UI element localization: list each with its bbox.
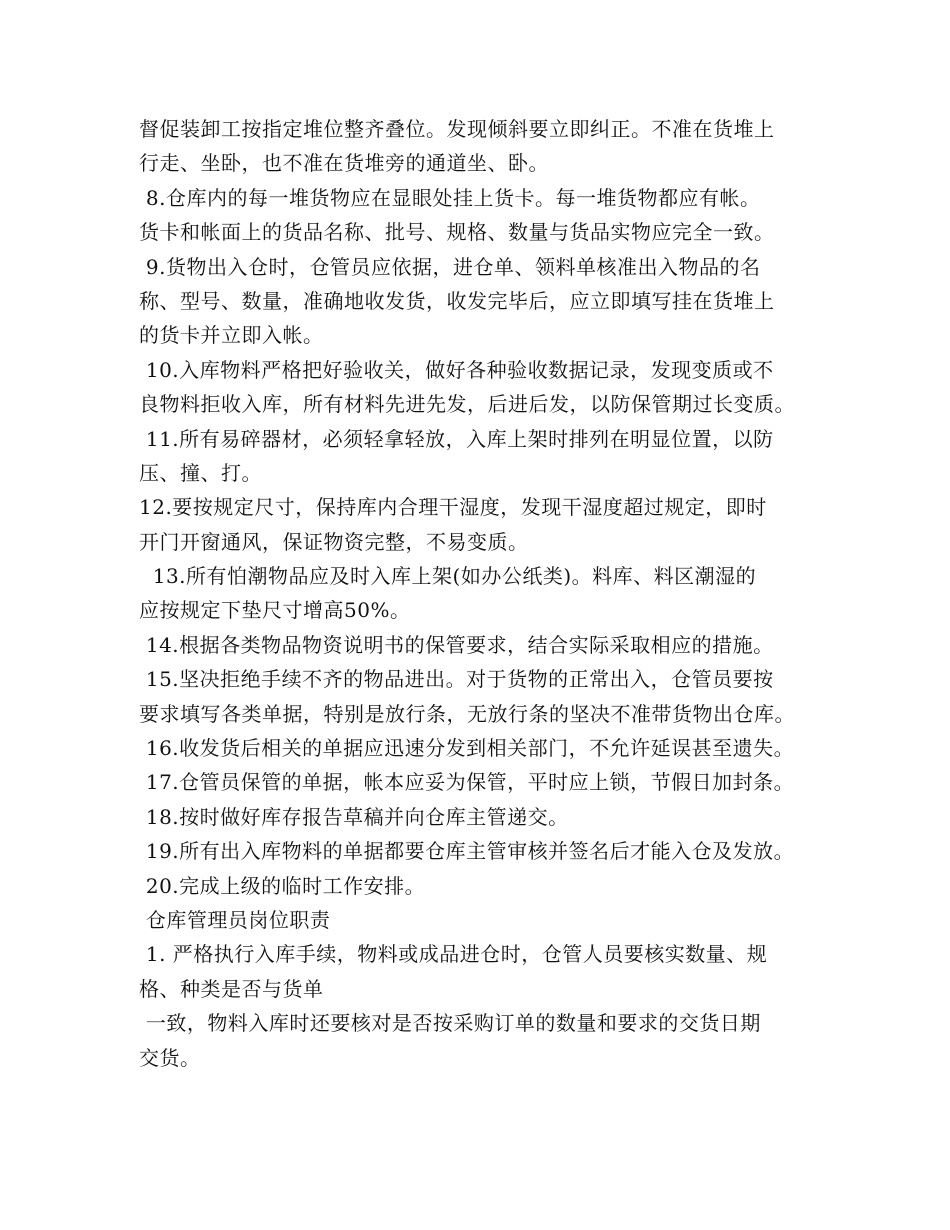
text-line: 12.要按规定尺寸，保持库内合理干湿度，发现干湿度超过规定，即时	[139, 495, 767, 520]
text-line: 货卡和帐面上的货品名称、批号、规格、数量与货品实物应完全一致。	[139, 220, 775, 245]
text-line: 17.仓管员保管的单据，帐本应妥为保管，平时应上锁，节假日加封条。	[139, 770, 795, 795]
text-line: 行走、坐卧，也不准在货堆旁的通道坐、卧。	[139, 151, 549, 176]
text-line: 1. 严格执行入库手续，物料或成品进仓时，仓管人员要核实数量、规	[139, 942, 768, 967]
text-line: 19.所有出入库物料的单据都要仓库主管审核并签名后才能入仓及发放。	[139, 839, 795, 864]
text-line: 一致，物料入库时还要核对是否按采购订单的数量和要求的交货日期	[139, 1011, 761, 1036]
text-line: 18.按时做好库存报告草稿并向仓库主管递交。	[139, 804, 569, 829]
text-line: 应按规定下垫尺寸增高50%。	[139, 598, 411, 623]
text-line: 良物料拒收入库，所有材料先进先发，后进后发，以防保管期过长变质。	[139, 392, 795, 417]
section-heading: 仓库管理员岗位职责	[139, 907, 331, 932]
text-line: 11.所有易碎器材，必须轻拿轻放，入库上架时排列在明显位置，以防	[139, 426, 774, 451]
text-line: 开门开窗通风，保证物资完整，不易变质。	[139, 529, 529, 554]
text-line: 13.所有怕潮物品应及时入库上架(如办公纸类)。料库、料区潮湿的	[139, 564, 757, 589]
text-line: 格、种类是否与货单	[139, 976, 324, 1001]
text-line: 15.坚决拒绝手续不齐的物品进出。对于货物的正常出入，仓管员要按	[139, 667, 774, 692]
text-line: 压、撞、打。	[139, 460, 262, 485]
text-line: 的货卡并立即入帐。	[139, 323, 324, 348]
text-line: 要求填写各类单据，特别是放行条，无放行条的坚决不准带货物出仓库。	[139, 701, 795, 726]
text-line: 交货。	[139, 1045, 201, 1070]
text-line: 16.收发货后相关的单据应迅速分发到相关部门，不允许延误甚至遗失。	[139, 736, 795, 761]
document-body	[139, 112, 839, 1075]
text-line: 10.入库物料严格把好验收关，做好各种验收数据记录，发现变质或不	[139, 357, 774, 382]
text-line: 20.完成上级的临时工作安排。	[139, 873, 426, 898]
text-line: 称、型号、数量，准确地收发货，收发完毕后，应立即填写挂在货堆上	[139, 288, 775, 313]
text-line: 9.货物出入仓时，仓管员应依据，进仓单、领料单核准出入物品的名	[139, 254, 761, 279]
text-line: 8.仓库内的每一堆货物应在显眼处挂上货卡。每一堆货物都应有帐。	[139, 185, 761, 210]
text-line: 督促装卸工按指定堆位整齐叠位。发现倾斜要立即纠正。不准在货堆上	[139, 117, 775, 141]
text-line: 14.根据各类物品物资说明书的保管要求，结合实际采取相应的措施。	[139, 632, 774, 657]
